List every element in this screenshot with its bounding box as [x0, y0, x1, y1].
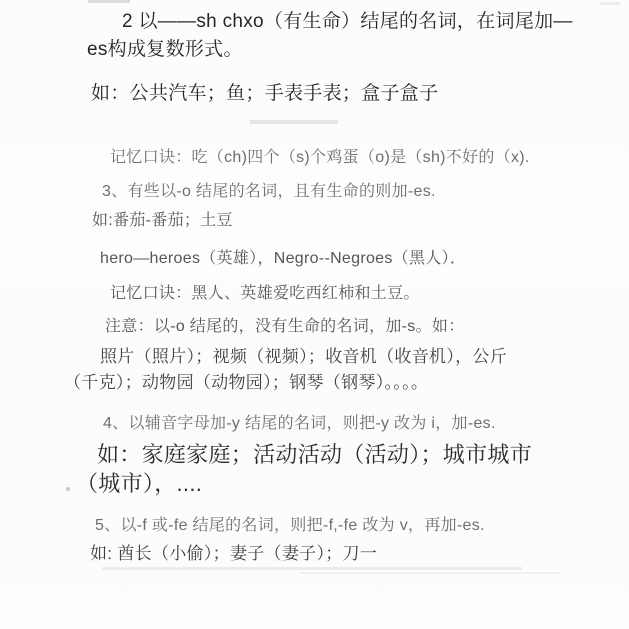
- text-line: es构成复数形式。: [87, 39, 243, 60]
- text-line: 3、有些以-o 结尾的名词，且有生命的则加-es.: [102, 183, 436, 200]
- text-line: 如：公共汽车；鱼；手表手表；盒子盒子: [91, 83, 439, 104]
- scan-artifact: [600, 2, 620, 5]
- text-line: 注意：以-o 结尾的，没有生命的名词，加-s。如：: [105, 318, 465, 335]
- scan-artifact: [250, 120, 338, 124]
- text-line: 4、以辅音字母加-y 结尾的名词，则把-y 改为 i，加-es.: [103, 415, 496, 432]
- text-line: 2 以——sh chxo（有生命）结尾的名词，在词尾加—: [122, 11, 573, 32]
- scan-artifact: [88, 0, 130, 3]
- scan-artifact: [102, 567, 522, 570]
- text-line: 如: 酋长（小偷）；妻子（妻子）；刀一: [90, 544, 378, 563]
- scan-artifact: [66, 487, 70, 491]
- text-line: hero—heroes（英雄），Negro--Negroes（黑人）．: [100, 250, 467, 267]
- text-line: 5、以-f 或-fe 结尾的名词，则把-f,-fe 改为 v，再加-es.: [95, 517, 485, 534]
- text-line: 照片（照片）；视频（视频）；收音机（收音机），公斤: [100, 347, 507, 366]
- text-line: 记忆口诀：吃（ch)四个（s)个鸡蛋（o)是（sh)不好的（x).: [110, 149, 530, 166]
- text-line: 如：家庭家庭；活动活动（活动）；城市城市: [97, 442, 533, 467]
- text-line: 如:番茄-番茄；土豆: [92, 212, 233, 229]
- scan-artifact: [300, 572, 560, 574]
- text-line: （城市），....: [76, 471, 203, 496]
- text-line: （千克）；动物园（动物园）；钢琴（钢琴）。。。。: [64, 373, 429, 392]
- text-line: 记忆口诀：黑人、英雄爱吃西红柿和土豆。: [110, 285, 420, 302]
